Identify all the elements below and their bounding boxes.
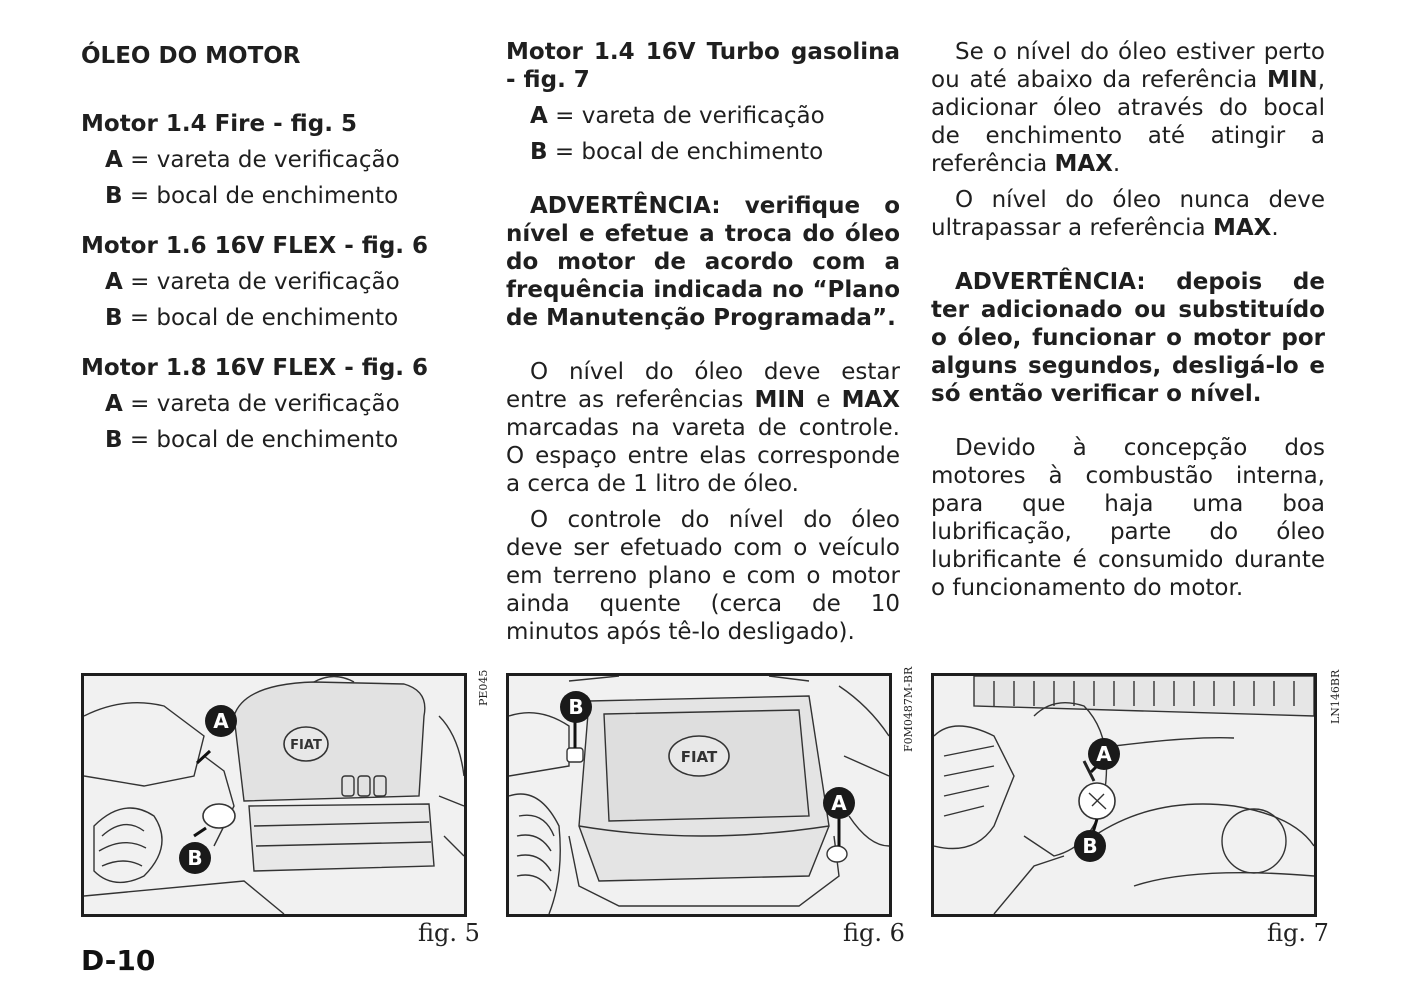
oil-filler-cap <box>203 804 235 828</box>
legend-key: A <box>105 147 123 173</box>
oil-level-paragraph: O nível do óleo deve estar entre as referências MIN e MAX marcadas na vareta de controle. O espaço entre elas corresponde a cerca de 1 litro de óleo. <box>506 359 900 497</box>
legend-text: = vareta de verificação <box>122 269 400 295</box>
figure-7-engine-illustration <box>931 673 1317 917</box>
page-number: D-10 <box>81 944 156 977</box>
engine-group-1 <box>81 110 461 210</box>
figure-6-engine-illustration <box>506 673 892 917</box>
callout-b: B <box>179 842 211 874</box>
max-mark: MAX <box>841 387 900 413</box>
figure-caption: fig. 6 <box>843 919 905 947</box>
oil-check-paragraph: O controle do nível do óleo deve ser efetuado com o veículo em terreno plano e com o motor ainda quente (cerca de 10 minutos após tê-lo desligado). <box>506 507 900 645</box>
add-oil-paragraph: Se o nível do óleo estiver perto ou até abaixo da referência MIN, adicionar óleo através do bocal de enchimento até atingir a referência MAX. <box>931 39 1325 177</box>
legend-key: B <box>530 139 548 165</box>
legend-item-b <box>81 426 461 454</box>
engine-title: Motor 1.4 16V Turbo gasolina - fig. 7 <box>506 39 900 93</box>
figure-code: LN146BR <box>1329 669 1342 724</box>
max-mark: MAX <box>1212 215 1272 241</box>
legend-text: = bocal de enchimento <box>547 139 824 165</box>
dipstick-handle <box>567 748 583 762</box>
engine-title: Motor 1.6 16V FLEX - fig. 6 <box>81 233 429 259</box>
figure-5-engine-illustration <box>81 673 467 917</box>
warning-paragraph: ADVERTÊNCIA: verifique o nível e efetue a troca do óleo do motor de acordo com a frequência indicada no “Plano de Manutenção Programada”. <box>506 193 900 331</box>
legend-key: A <box>105 391 123 417</box>
oil-consumption-paragraph: Devido à concepção dos motores à combustão interna, para que haja uma boa lubrificação, parte do óleo lubrificante é consumido durante o funcionamento do motor. <box>931 435 1325 601</box>
callout-a: A <box>205 705 237 737</box>
figure-code: PE045 <box>477 669 490 706</box>
legend-text: = bocal de enchimento <box>122 427 399 453</box>
max-mark: MAX <box>1054 151 1113 177</box>
legend-item-a <box>81 390 461 418</box>
engine-group-3 <box>81 354 461 454</box>
figure-caption: fig. 7 <box>1267 919 1329 947</box>
column-1 <box>81 38 461 476</box>
legend-text: = vareta de verificação <box>122 391 400 417</box>
legend-item-a <box>81 146 461 174</box>
legend-key: B <box>105 183 123 209</box>
engine-drawing <box>934 676 1314 914</box>
column-2 <box>506 38 900 646</box>
legend-key: B <box>105 305 123 331</box>
legend-item-b <box>81 182 461 210</box>
legend-item-b <box>506 138 900 166</box>
warning-paragraph: ADVERTÊNCIA: depois de ter adicionado ou substituído o óleo, funcionar o motor por alguns segundos, desligá-lo e só então verificar o nível. <box>931 269 1325 407</box>
callout-a: A <box>1088 738 1120 770</box>
oil-filler-cap <box>827 846 847 862</box>
column-3 <box>931 38 1325 602</box>
figure-caption: fig. 5 <box>418 919 480 947</box>
legend-key: B <box>105 427 123 453</box>
engine-group-2 <box>81 232 461 332</box>
legend-text: = vareta de verificação <box>547 103 825 129</box>
section-title: ÓLEO DO MOTOR <box>81 43 301 69</box>
callout-b: B <box>1074 830 1106 862</box>
fiat-logo: FIAT <box>290 738 322 753</box>
min-mark: MIN <box>1266 67 1318 93</box>
callout-b: B <box>560 691 592 723</box>
leader-line-b <box>194 828 206 836</box>
figure-code: F0M0487M-BR <box>902 666 915 752</box>
engine-drawing <box>84 676 464 914</box>
max-level-paragraph: O nível do óleo nunca deve ultrapassar a referência MAX. <box>931 187 1325 241</box>
legend-text: = bocal de enchimento <box>122 183 399 209</box>
callout-a: A <box>823 787 855 819</box>
legend-key: A <box>530 103 548 129</box>
legend-item-a <box>81 268 461 296</box>
legend-text: = vareta de verificação <box>122 147 400 173</box>
min-mark: MIN <box>754 387 806 413</box>
fiat-logo: FIAT <box>680 748 718 766</box>
engine-title: Motor 1.4 Fire - fig. 5 <box>81 111 357 137</box>
engine-title: Motor 1.8 16V FLEX - fig. 6 <box>81 355 429 381</box>
legend-text: = bocal de enchimento <box>122 305 399 331</box>
legend-item-b <box>81 304 461 332</box>
legend-item-a <box>506 102 900 130</box>
legend-key: A <box>105 269 123 295</box>
